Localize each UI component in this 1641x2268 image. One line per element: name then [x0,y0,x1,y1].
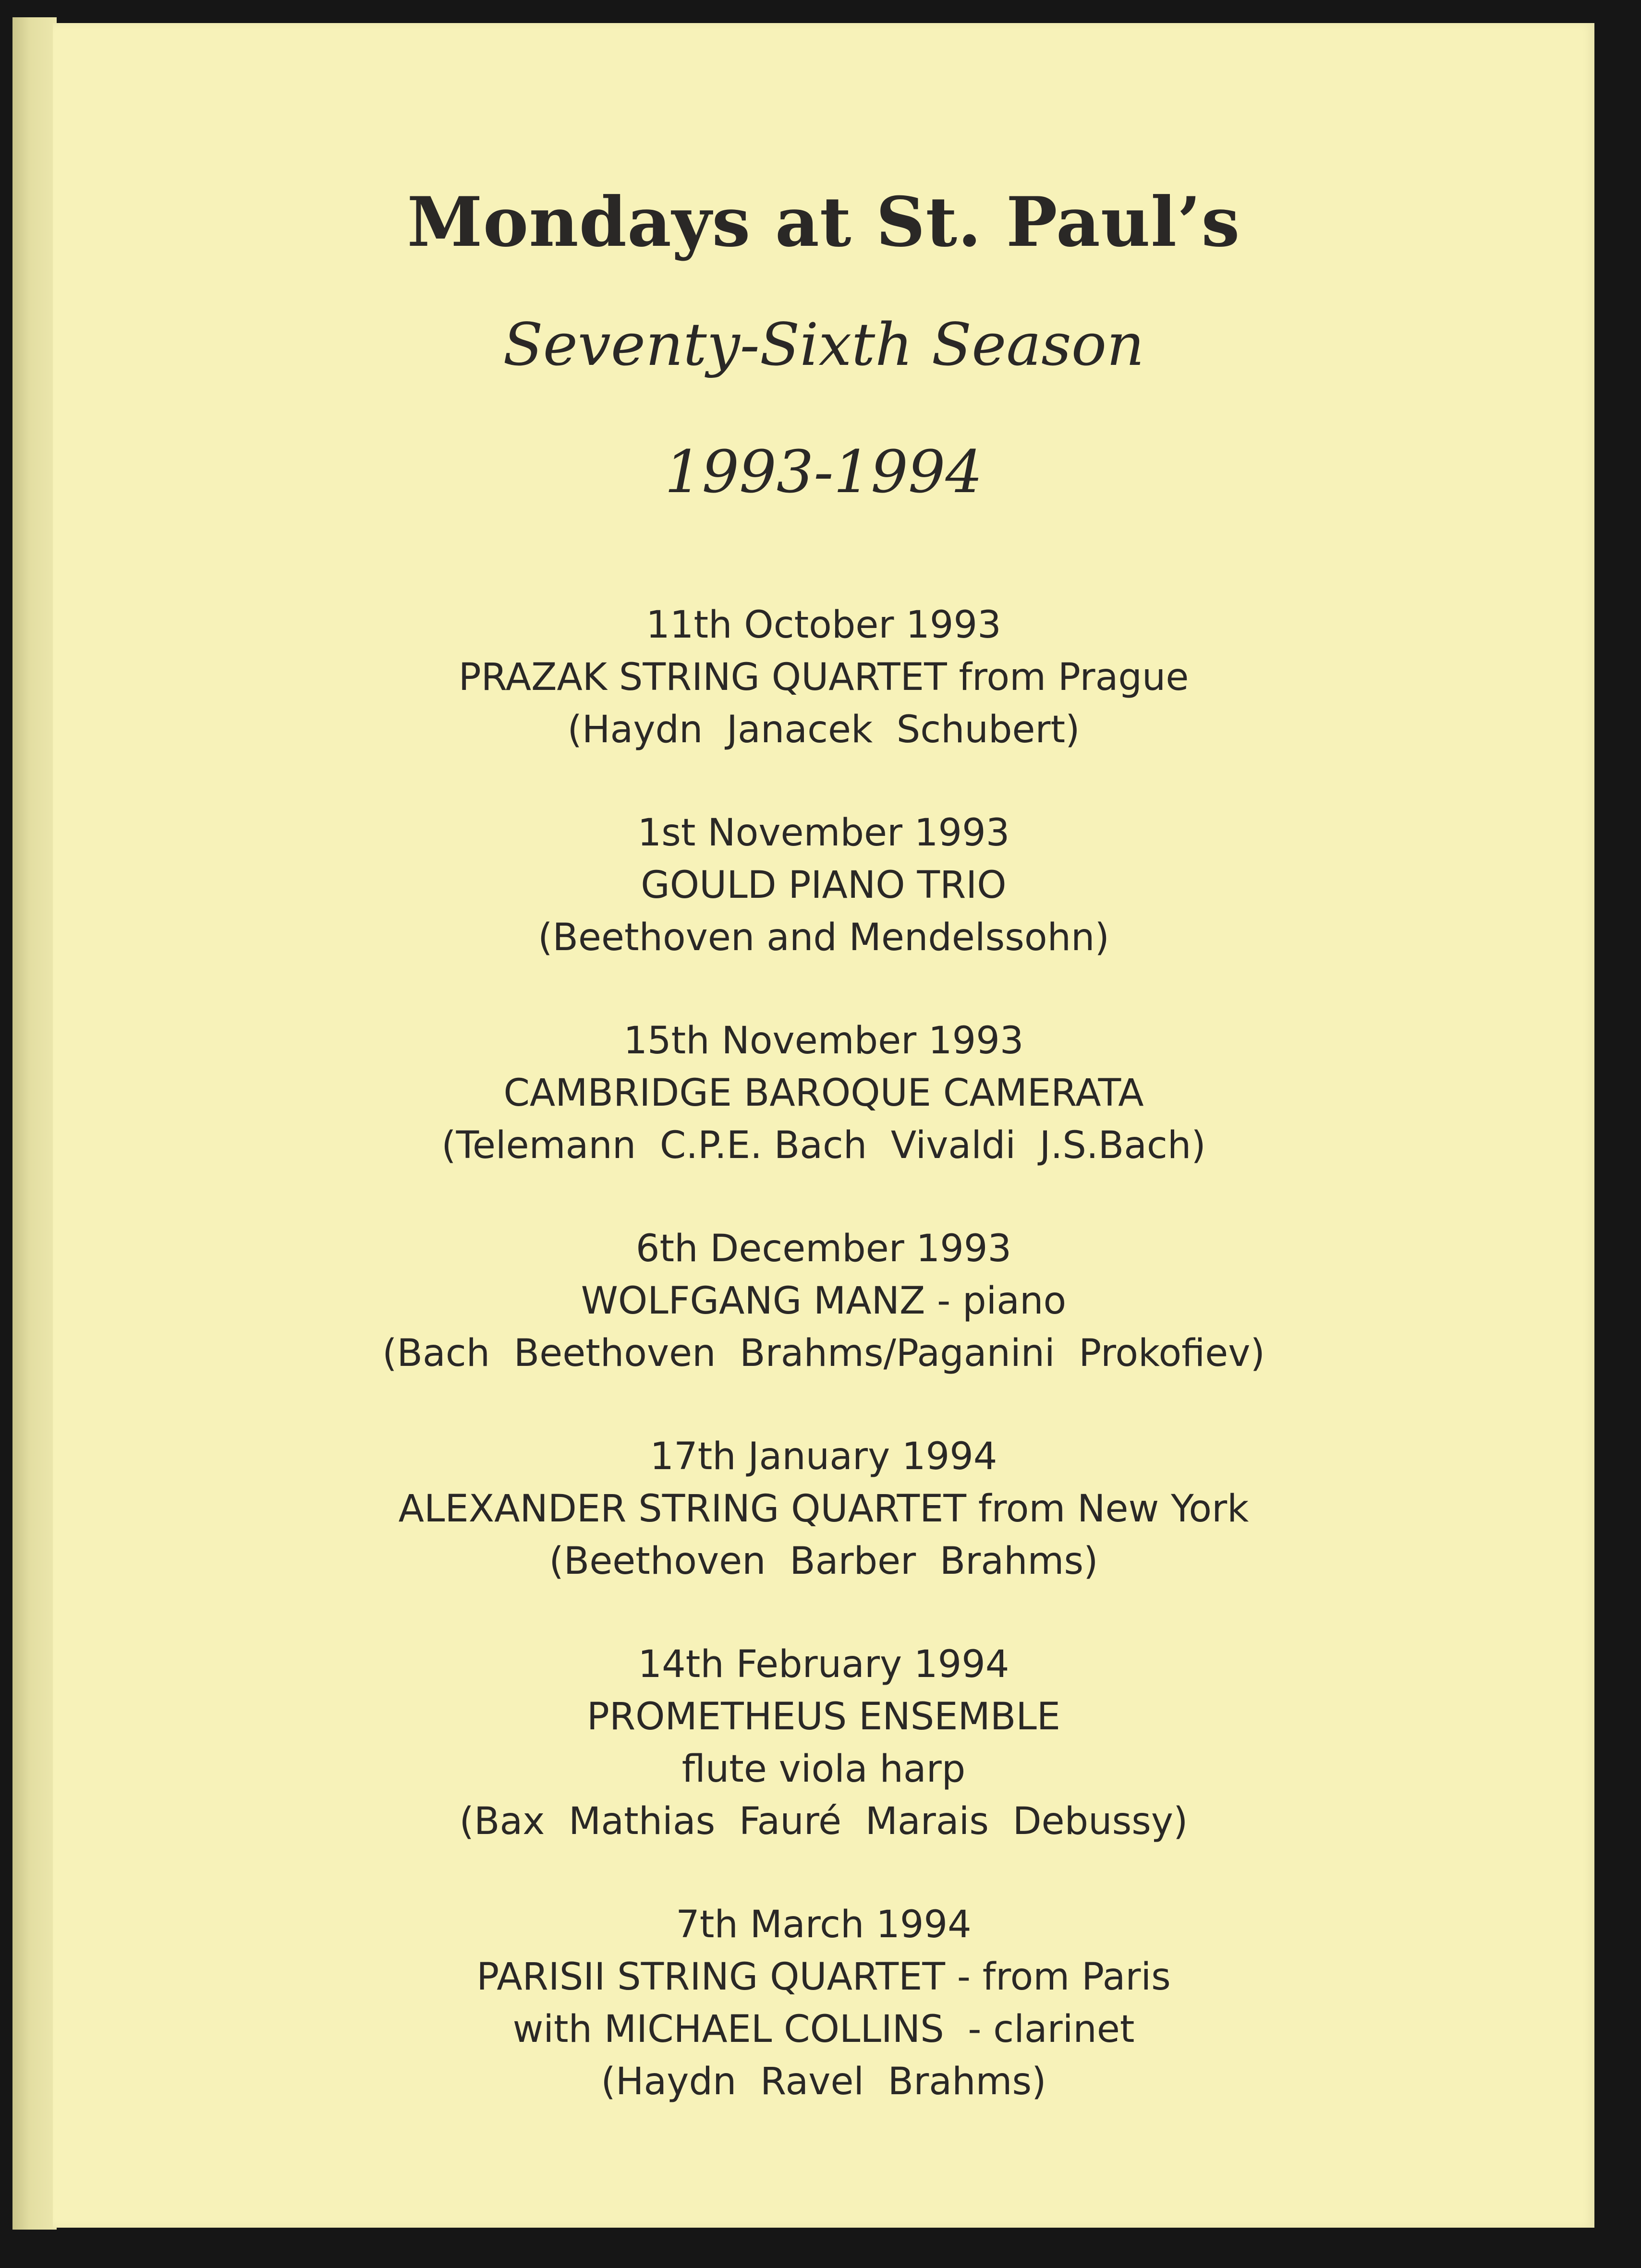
concert-entry [53,1015,1594,1172]
concert-date: 14th February 1994 [638,1643,1009,1686]
concert-program: (Beethoven Barber Brahms) [549,1540,1098,1583]
concert-program: (Bax Mathias Fauré Marais Debussy) [459,1800,1188,1843]
program-page [53,23,1594,2228]
concert-entry [53,1431,1594,1588]
concert-date: 17th January 1994 [650,1435,997,1478]
concert-performer: WOLFGANG MANZ - piano [581,1279,1067,1323]
concert-performer: CAMBRIDGE BAROQUE CAMERATA [503,1072,1144,1115]
page-edge [12,17,57,2230]
concert-date: 1st November 1993 [637,811,1010,855]
concert-date: 15th November 1993 [623,1019,1024,1062]
concert-program: (Haydn Janacek Schubert) [567,708,1080,751]
concert-performer: GOULD PIANO TRIO [641,864,1007,907]
concert-entry [53,599,1594,756]
concert-date: 6th December 1993 [635,1227,1012,1270]
concert-program: (Bach Beethoven Brahms/Paganini Prokofiev) [382,1332,1265,1375]
concert-list [53,599,1594,2159]
concert-entry [53,807,1594,964]
season-subtitle: Seventy-Sixth Season [503,311,1144,379]
concert-performer: PRAZAK STRING QUARTET from Prague [458,656,1189,699]
concert-guest: with MICHAEL COLLINS - clarinet [512,2008,1135,2051]
concert-performer: PARISII STRING QUARTET - from Paris [476,1955,1171,1999]
concert-instruments: flute viola harp [681,1748,966,1791]
page-title: Mondays at St. Paul’s [407,182,1240,262]
concert-date: 11th October 1993 [646,603,1001,647]
season-years: 1993-1994 [664,438,983,506]
concert-performer: ALEXANDER STRING QUARTET from New York [398,1487,1249,1531]
concert-entry [53,1639,1594,1848]
concert-program: (Haydn Ravel Brahms) [601,2060,1046,2103]
concert-entry [53,1899,1594,2108]
concert-program: (Telemann C.P.E. Bach Vivaldi J.S.Bach) [441,1124,1206,1167]
concert-program: (Beethoven and Mendelssohn) [538,916,1109,959]
page-content [53,23,1594,2228]
concert-performer: PROMETHEUS ENSEMBLE [586,1695,1061,1738]
concert-date: 7th March 1994 [676,1903,972,1946]
concert-entry [53,1223,1594,1380]
